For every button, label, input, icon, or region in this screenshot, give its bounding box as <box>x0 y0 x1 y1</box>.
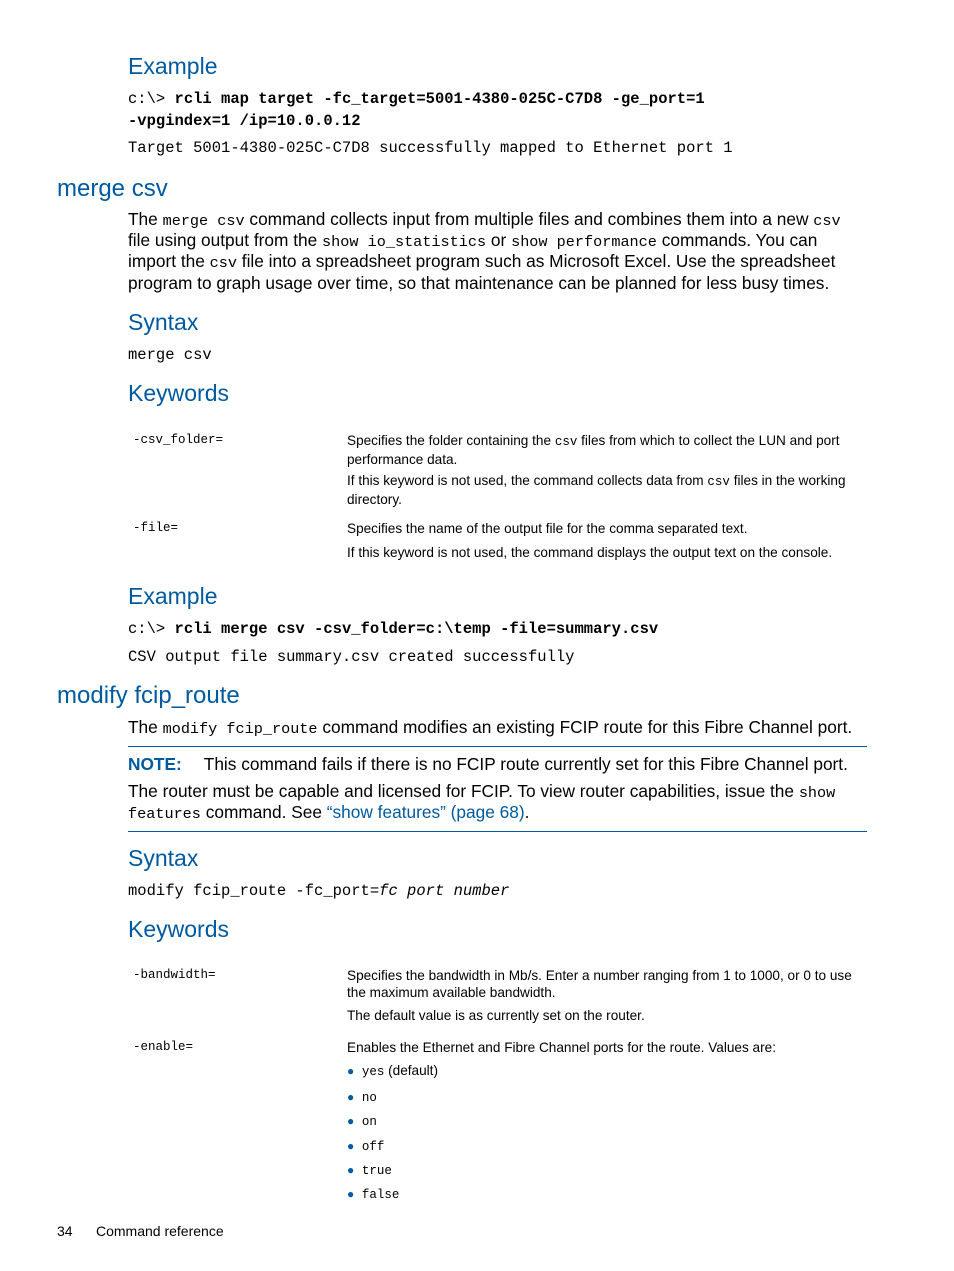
paragraph-line: import the csv file into a spreadsheet program such as Microsoft Excel. Use the spreadsheet <box>128 251 836 272</box>
keyword-description: Specifies the name of the output file for the comma separated text. <box>347 521 748 536</box>
command-prompt: c:\> <box>128 90 175 108</box>
command-output: Target 5001-4380-025C-C7D8 successfully mapped to Ethernet port 1 <box>128 139 733 157</box>
show-features-link[interactable]: “show features” (page 68) <box>326 802 525 822</box>
keyword-name: -bandwidth= <box>133 968 216 982</box>
keywords-heading: Keywords <box>128 380 229 406</box>
paragraph-line: program to graph usage over time, so that maintenance can be planned for less busy times. <box>128 273 830 293</box>
note-bottom-rule <box>128 831 867 832</box>
command-text: -vpgindex=1 /ip=10.0.0.12 <box>128 112 361 130</box>
paragraph-line: file using output from the show io_statistics or show performance commands. You can <box>128 230 818 251</box>
keyword-description: If this keyword is not used, the command collects data from csv files in the working directory. <box>347 473 846 507</box>
paragraph-line: The merge csv command collects input from multiple files and combines them into a new csv <box>128 209 841 230</box>
list-item: ● yes (default) <box>347 1063 438 1079</box>
keyword-description: Enables the Ethernet and Fibre Channel ports for the route. Values are: <box>347 1040 776 1055</box>
syntax-text: merge csv <box>128 346 212 364</box>
syntax-heading: Syntax <box>128 845 199 871</box>
keyword-description: Specifies the folder containing the csv files from which to collect the LUN and port performance data. <box>347 433 840 467</box>
section-title-merge-csv: merge csv <box>57 175 168 202</box>
syntax-heading: Syntax <box>128 309 199 335</box>
note-label: NOTE: <box>128 754 182 774</box>
list-item: ● off <box>347 1139 385 1154</box>
keywords-heading: Keywords <box>128 916 229 942</box>
command-text: rcli map target -fc_target=5001-4380-025C-C7D8 -ge_port=1 <box>174 90 705 108</box>
list-item: ● on <box>347 1114 377 1129</box>
note-line: NOTE: This command fails if there is no FCIP route currently set for this Fibre Channel port. <box>128 754 848 774</box>
keyword-name: -csv_folder= <box>133 433 224 447</box>
footer-section-title: Command reference <box>96 1223 224 1239</box>
command-line <box>128 90 705 108</box>
command-line-continued <box>128 112 361 130</box>
command-output: CSV output file summary.csv created successfully <box>128 648 575 666</box>
command-line: c:\> rcli merge csv -csv_folder=c:\temp -file=summary.csv <box>128 620 659 638</box>
list-item: ● no <box>347 1090 377 1105</box>
paragraph-line: The modify fcip_route command modifies an existing FCIP route for this Fibre Channel port. <box>128 717 853 738</box>
page-number: 34 <box>57 1223 73 1239</box>
keyword-description: The default value is as currently set on the router. <box>347 1008 645 1023</box>
note-line: features command. See “show features” (page 68). <box>128 802 530 823</box>
keyword-description: Specifies the bandwidth in Mb/s. Enter a number ranging from 1 to 1000, or 0 to use the maximum available bandwidth. <box>347 968 852 1000</box>
example-heading: Example <box>128 583 218 609</box>
note-top-rule <box>128 746 867 747</box>
list-item: ● true <box>347 1163 392 1178</box>
keyword-name: -enable= <box>133 1040 194 1054</box>
keyword-name: -file= <box>133 521 179 535</box>
list-item: ● false <box>347 1187 400 1202</box>
keyword-description: If this keyword is not used, the command displays the output text on the console. <box>347 545 833 560</box>
syntax-text: modify fcip_route -fc_port=fc port number <box>128 882 510 900</box>
section-title-modify-fcip-route: modify fcip_route <box>57 682 240 709</box>
example-heading: Example <box>128 53 218 79</box>
note-line: The router must be capable and licensed for FCIP. To view router capabilities, issue the show <box>128 781 836 802</box>
